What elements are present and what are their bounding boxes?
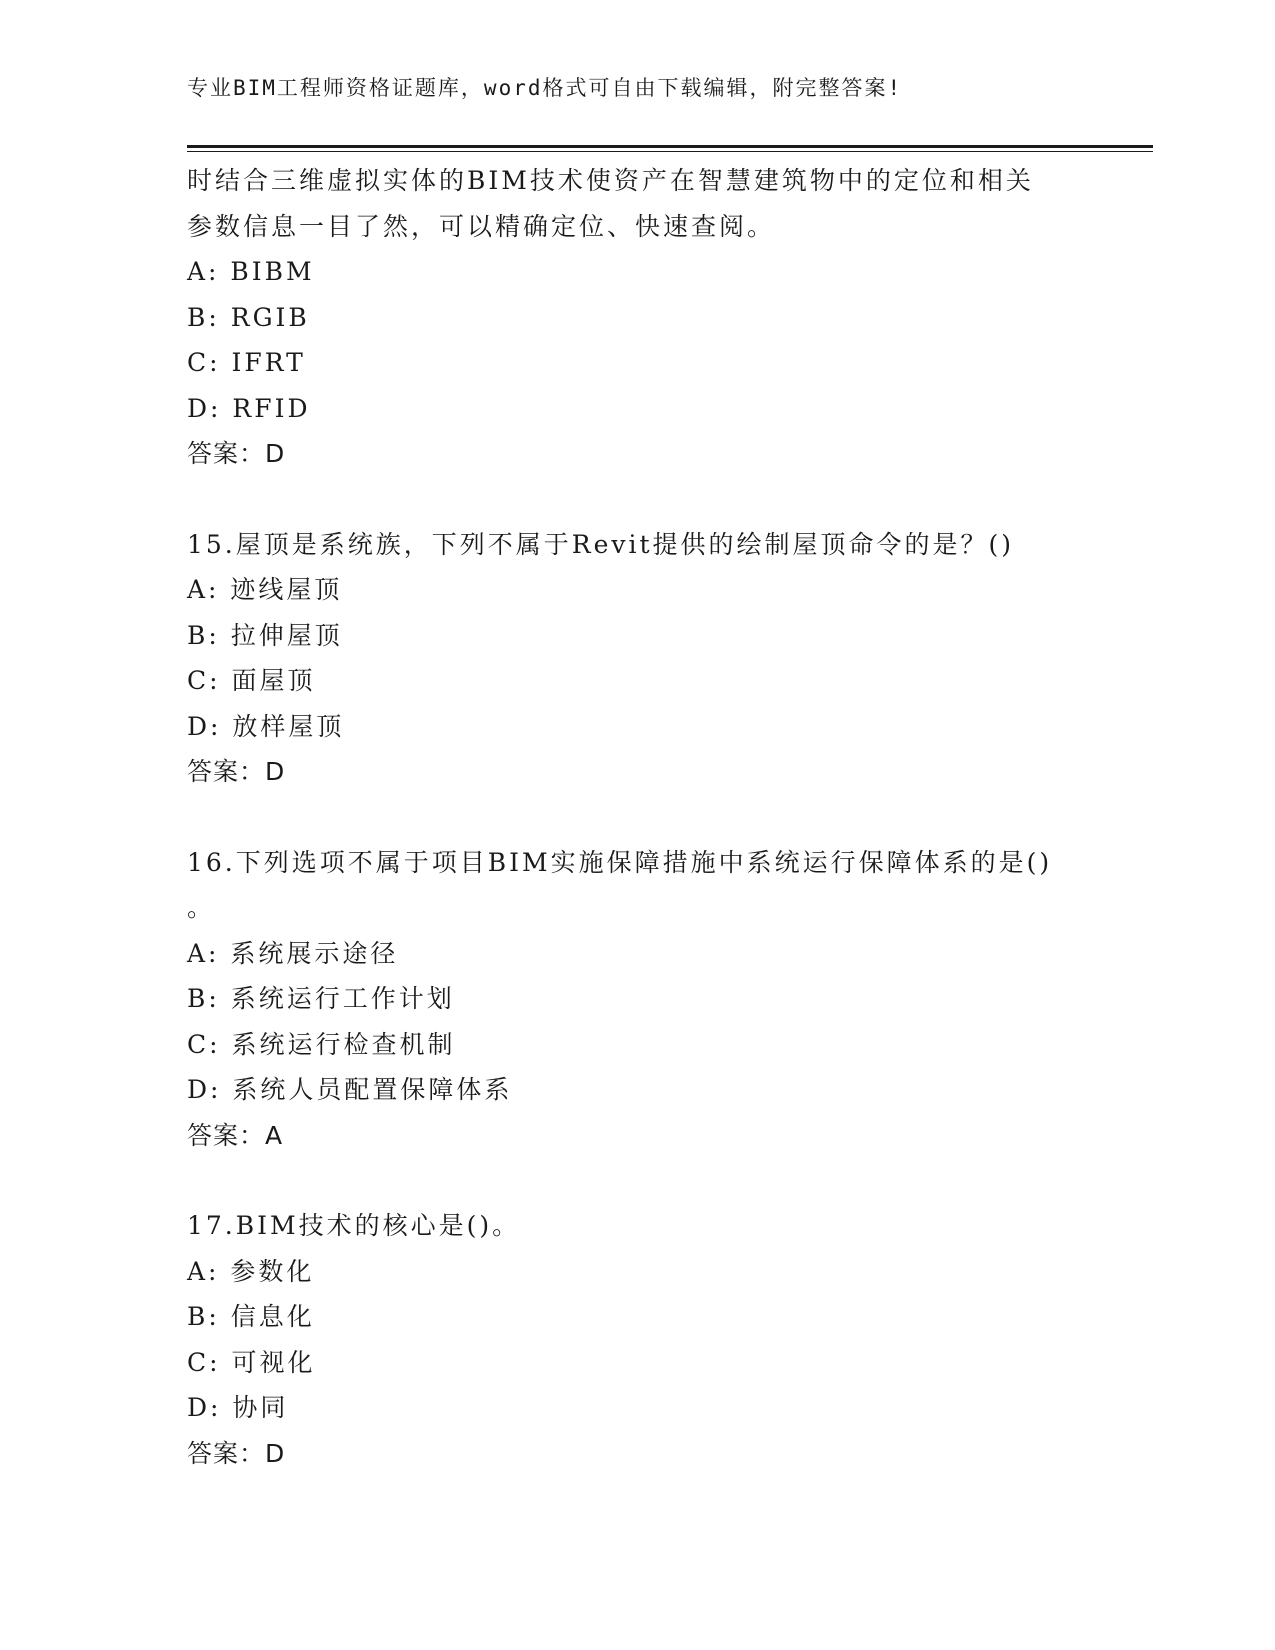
question-16 bbox=[187, 840, 1087, 1159]
header-rule-thin bbox=[187, 151, 1153, 152]
answer-line: 答案：D bbox=[187, 1438, 286, 1468]
question-text-line: 15.屋顶是系统族，下列不属于Revit提供的绘制屋顶命令的是？() bbox=[187, 529, 1015, 559]
header-rule-thick bbox=[187, 145, 1153, 148]
option-d: D: RFID bbox=[187, 393, 311, 423]
option-a: A: 系统展示途径 bbox=[187, 938, 399, 968]
option-b: B: 信息化 bbox=[187, 1302, 315, 1331]
option-d: D: 系统人员配置保障体系 bbox=[187, 1075, 513, 1104]
question-text-line: 17.BIM技术的核心是()。 bbox=[187, 1211, 521, 1240]
option-c: C: 可视化 bbox=[187, 1347, 316, 1377]
answer-line: 答案：A bbox=[187, 1120, 284, 1150]
option-b: B: RGIB bbox=[187, 302, 310, 332]
question-15 bbox=[187, 522, 1087, 795]
option-a: A: 参数化 bbox=[187, 1256, 315, 1286]
option-d: D: 协同 bbox=[187, 1393, 289, 1422]
page-header: 专业BIM工程师资格证题库，word格式可自由下载编辑，附完整答案! bbox=[187, 76, 903, 100]
option-a: A: 迹线屋顶 bbox=[187, 575, 343, 604]
option-c: C: 面屋顶 bbox=[187, 666, 316, 695]
option-d: D: 放样屋顶 bbox=[187, 711, 345, 741]
question-content bbox=[187, 158, 1087, 1476]
answer-line: 答案：D bbox=[187, 439, 286, 468]
question-17 bbox=[187, 1203, 1087, 1476]
option-b: B: 拉伸屋顶 bbox=[187, 620, 343, 650]
question-14-continuation bbox=[187, 158, 1087, 477]
option-c: C: IFRT bbox=[187, 348, 306, 377]
option-c: C: 系统运行检查机制 bbox=[187, 1029, 456, 1059]
question-text-line: 参数信息一目了然，可以精确定位、快速查阅。 bbox=[187, 211, 776, 241]
option-b: B: 系统运行工作计划 bbox=[187, 984, 455, 1013]
option-a: A: BIBM bbox=[187, 257, 315, 286]
question-text-line: 。 bbox=[187, 893, 216, 922]
answer-line: 答案：D bbox=[187, 757, 286, 786]
question-text-line: 16.下列选项不属于项目BIM实施保障措施中系统运行保障体系的是() bbox=[187, 847, 1053, 877]
question-text-line: 时结合三维虚拟实体的BIM技术使资产在智慧建筑物中的定位和相关 bbox=[187, 166, 1034, 195]
